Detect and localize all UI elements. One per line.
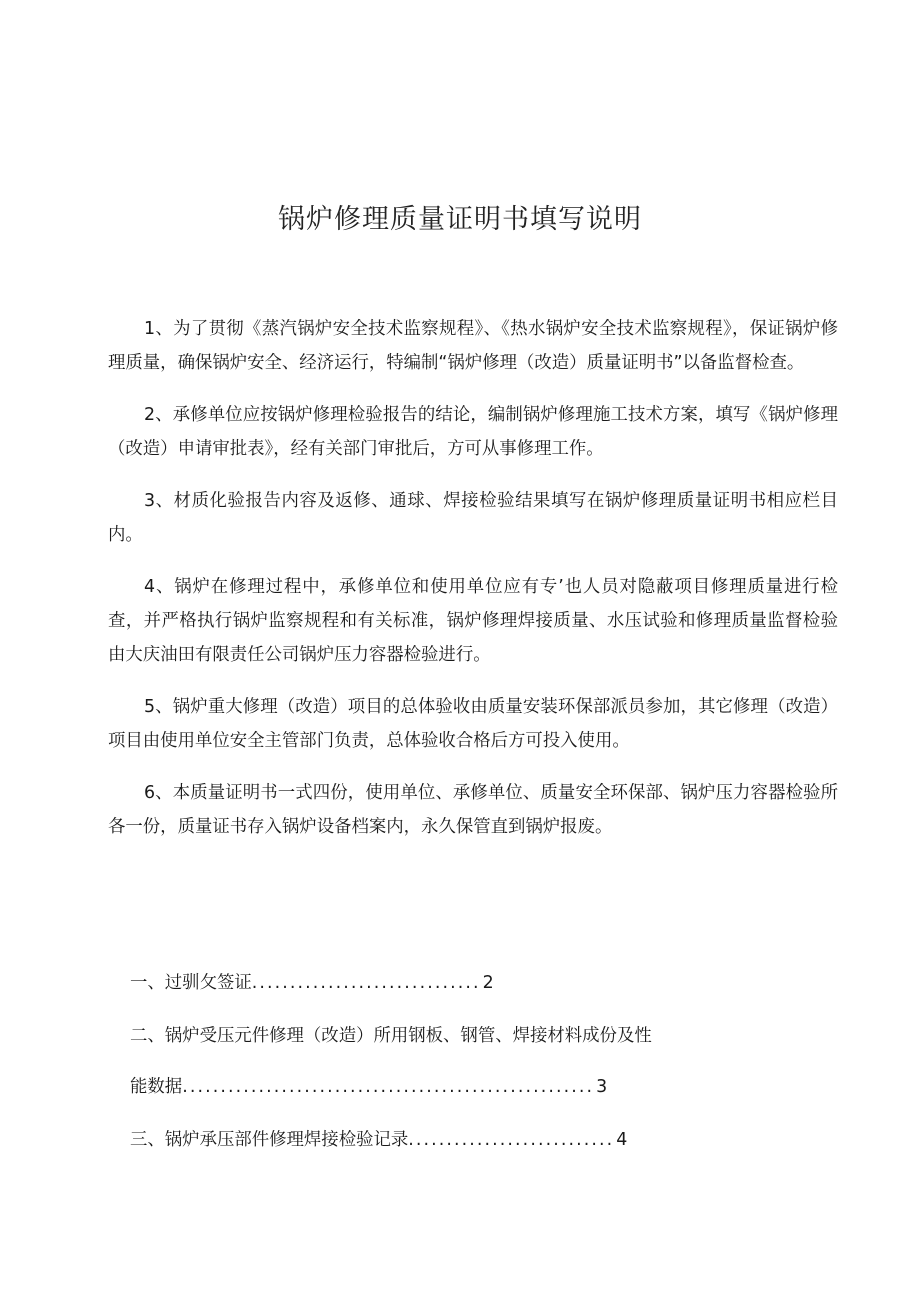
toc-page-number: 2 bbox=[482, 973, 494, 993]
toc-page-number: 4 bbox=[616, 1130, 628, 1150]
instruction-paragraph-2: 2、承修单位应按锅炉修理检验报告的结论，编制锅炉修理施工技术方案，填写《锅炉修理（改造）申请审批表》，经有关部门审批后，方可从事修理工作。 bbox=[108, 405, 838, 459]
toc-entry-label: 能数据 bbox=[130, 1077, 183, 1097]
instruction-paragraph-1: 1、为了贯彻《蒸汽锅炉安全技术监察规程》、《热水锅炉安全技术监察规程》，保证锅炉修理质量，确保锅炉安全、经济运行，特编制“锅炉修理（改造）质量证明书”以备监督检查。 bbox=[108, 319, 838, 373]
toc-entry-3[interactable] bbox=[130, 1125, 627, 1155]
instruction-paragraph-5: 5、锅炉重大修理（改造）项目的总体验收由质量安装环保部派员参加，其它修理（改造）项目由使用单位安全主管部门负责，总体验收合格后方可投入使用。 bbox=[108, 697, 838, 751]
document-title: 锅炉修理质量证明书填写说明 bbox=[278, 204, 642, 235]
toc-entry-label: 一、过驯攵签证 bbox=[130, 973, 252, 993]
toc-leader-dots: ........................... bbox=[408, 1130, 615, 1150]
instruction-paragraph-3: 3、材质化验报告内容及返修、通球、焊接检验结果填写在锅炉修理质量证明书相应栏目内。 bbox=[108, 491, 838, 545]
toc-page-number: 3 bbox=[596, 1077, 608, 1097]
toc-leader-dots: ...................................................... bbox=[182, 1077, 595, 1097]
instruction-paragraph-6: 6、本质量证明书一式四份，使用单位、承修单位、质量安全环保部、锅炉压力容器检验所各一份，质量证书存入锅炉设备档案内，永久保管直到锅炉报废。 bbox=[108, 783, 838, 837]
toc-entry-2[interactable] bbox=[130, 1021, 652, 1051]
toc-entry-1[interactable] bbox=[130, 968, 494, 998]
toc-entry-2-continuation[interactable] bbox=[130, 1072, 607, 1102]
toc-leader-dots: .............................. bbox=[251, 973, 481, 993]
instructions-section bbox=[108, 312, 838, 862]
toc-entry-label: 二、锅炉受压元件修理（改造）所用钢板、钢管、焊接材料成份及性 bbox=[130, 1026, 652, 1046]
toc-entry-label: 三、锅炉承压部件修理焊接检验记录 bbox=[130, 1130, 409, 1150]
instruction-paragraph-4: 4、锅炉在修理过程中，承修单位和使用单位应有专’也人员对隐蔽项目修理质量进行检查，并严格执行锅炉监察规程和有关标准，锅炉修理焊接质量、水压试验和修理质量监督检验由大庆油田有限责任公司锅炉压力容器检验进行。 bbox=[108, 577, 838, 665]
